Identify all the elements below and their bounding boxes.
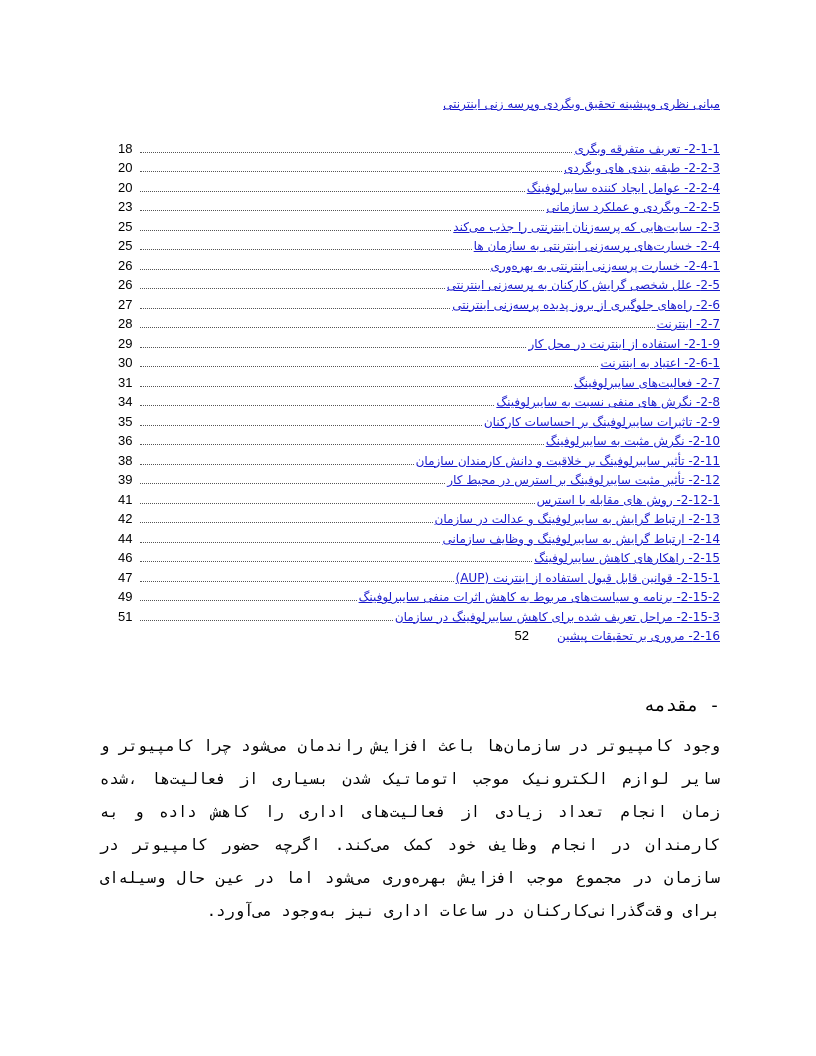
toc-leader-dots [140, 521, 433, 523]
toc-leader-dots [140, 229, 451, 231]
toc-entry-title[interactable]: 2-15-1- قوانین قابل قبول استفاده از اینترنت (AUP) [455, 570, 720, 585]
toc-entry-title[interactable]: 2-3- سایت‌هایی که پرسه‌زنان اینترنتی را جذب می‌کند [453, 219, 720, 234]
toc-entry[interactable] [118, 196, 720, 216]
toc-page-number: 51 [118, 608, 133, 624]
toc-leader-dots [140, 190, 525, 192]
toc-page-number: 46 [118, 550, 133, 565]
toc-entry[interactable] [118, 488, 720, 508]
toc-entry-title[interactable]: 2-4-1- خسارت پرسه‌زنی اینترنتی به بهره‌وری [490, 258, 720, 273]
toc-page-number: 20 [118, 179, 133, 195]
toc-entry[interactable] [118, 391, 720, 411]
toc-entry-title[interactable]: 2-11- تأثیر سایبرلوفینگ بر خلاقیت و دانش کارمندان سازمان [415, 453, 720, 468]
toc-leader-dots [140, 268, 489, 270]
toc-entry[interactable] [118, 254, 720, 274]
toc-page-number: 26 [118, 277, 133, 292]
toc-page-number: 52 [514, 628, 529, 643]
toc-page-number: 36 [118, 433, 133, 448]
toc-entry[interactable] [118, 469, 720, 489]
toc-entry-title[interactable]: 2-5- علل شخصی گرایش کارکنان به پرسه‌زنی اینترنتی [446, 278, 720, 292]
toc-page-number: 25 [118, 238, 133, 253]
toc-entry-title[interactable]: 2-7- اینترنت [656, 317, 720, 331]
toc-page-number: 42 [118, 511, 133, 526]
toc-leader-dots [140, 502, 535, 504]
toc-leader-dots [140, 443, 544, 445]
toc-entry[interactable] [118, 566, 720, 586]
toc-header-link[interactable]: مبانی نظری وپیشینه تحقیق وبگردی وپرسه زنی اینترنتی [443, 97, 720, 111]
toc-page-number: 20 [118, 160, 133, 175]
toc-page-number: 44 [118, 530, 133, 546]
toc-entry[interactable] [118, 605, 720, 625]
toc-entry[interactable] [118, 508, 720, 528]
toc-leader-dots [140, 541, 440, 543]
toc-header [120, 96, 720, 112]
toc-leader-dots [140, 599, 357, 601]
toc-entry-title[interactable]: 2-16- مروری بر تحقیقات پیشین [556, 629, 720, 643]
introduction-paragraph: وجود کامپیوتر در سازمان‌ها باعث افزایش راندمان می‌شود چرا کامپیوتر و سایر لوازم الکترونیک موجب اتوماتیک شدن بسیاری از فعالیت‌ها ،شده زمان انجام تعداد زیادی از فعالیت‌های اداری را کاهش داده و به کارمندان در انجام وظایف خود کمک می‌کند. اگرچه حضور کامپیوتر در سازمان در مجموع موجب افزایش بهره‌وری می‌شود اما در عین حال وسیله‌ای برای وقت‌گذرانی‌کارکنان در ساعات اداری نیز به‌وجود می‌آورد. [100, 737, 720, 920]
toc-entry[interactable] [118, 449, 720, 469]
toc-page-number: 38 [118, 452, 133, 468]
toc-leader-dots [140, 326, 655, 328]
toc-entry-title[interactable]: 2-6-1- اعتیاد به اینترنت [600, 356, 720, 370]
toc-entry[interactable] [118, 430, 720, 450]
toc-entry[interactable] [118, 410, 720, 430]
toc-leader-dots [140, 248, 472, 250]
toc-page-number: 26 [118, 257, 133, 273]
toc-leader-dots [140, 482, 445, 484]
toc-leader-dots [140, 385, 572, 387]
toc-entry-title[interactable]: 2-2-5- وبگردی و عملکرد سازمانی [546, 200, 720, 214]
toc-leader-dots [140, 365, 598, 367]
toc-leader-dots [140, 209, 544, 211]
toc-page-number: 39 [118, 472, 133, 487]
toc-entry-title[interactable]: 2-1-9- استفاده از اینترنت در محل کار [528, 336, 720, 351]
toc-leader-dots [140, 404, 494, 406]
introduction-section [100, 694, 720, 928]
toc-entry[interactable] [118, 235, 720, 255]
toc-entry[interactable] [118, 625, 720, 645]
toc-page-number: 18 [118, 140, 133, 156]
toc-entry-title[interactable]: 2-4- خسارت‌های پرسه‌زنی اینترنتی به سازمان ها [473, 239, 720, 253]
table-of-contents [118, 137, 720, 644]
toc-leader-dots [140, 287, 445, 289]
introduction-heading: - مقدمه [644, 695, 720, 716]
toc-entry-title[interactable]: 2-8- نگرش های منفی نسبت به سایبرلوفینگ [496, 395, 720, 409]
toc-page-number: 47 [118, 569, 133, 585]
toc-leader-dots [140, 463, 414, 465]
toc-entry-title[interactable]: 2-10- نگرش مثبت به سایبرلوفینگ [545, 434, 720, 448]
toc-page-number: 25 [118, 218, 133, 234]
toc-page-number: 23 [118, 199, 133, 214]
toc-leader-dots [140, 619, 393, 621]
toc-entry-title[interactable]: 2-1-1- تعریف متفرقه وبگری [574, 141, 720, 156]
toc-page-number: 34 [118, 394, 133, 409]
toc-entry-title[interactable]: 2-7- فعالیت‌های سایبرلوفینگ [573, 375, 720, 390]
toc-leader-dots [140, 424, 482, 426]
toc-entry[interactable] [118, 547, 720, 567]
toc-leader-dots [140, 580, 454, 582]
toc-entry-title[interactable]: 2-13- ارتباط گرایش به سایبرلوفینگ و عدالت در سازمان [434, 512, 720, 526]
toc-leader-dots [140, 560, 532, 562]
toc-page-number: 27 [118, 296, 133, 312]
toc-entry-title[interactable]: 2-15-3- مراحل تعریف شده برای کاهش سایبرلوفینگ در سازمان [394, 609, 720, 624]
toc-leader-dots [140, 151, 572, 153]
toc-leader-dots [140, 346, 526, 348]
toc-page-number: 30 [118, 355, 133, 370]
toc-entry[interactable] [118, 332, 720, 352]
toc-entry-title[interactable]: 2-12-1- روش های مقابله با استرس [536, 492, 720, 507]
toc-entry[interactable] [118, 215, 720, 235]
toc-page-number: 41 [118, 491, 133, 507]
toc-page-number: 49 [118, 589, 133, 604]
toc-entry-title[interactable]: 2-15- راهکارهای کاهش سایبرلوفینگ [534, 551, 720, 565]
toc-page-number: 35 [118, 413, 133, 429]
toc-entry[interactable] [118, 527, 720, 547]
toc-entry[interactable] [118, 586, 720, 606]
toc-leader-dots [140, 170, 562, 172]
toc-entry[interactable] [118, 313, 720, 333]
toc-entry-title[interactable]: 2-2-4- عوامل ایجاد کننده سایبرلوفینگ [526, 180, 720, 195]
toc-leader-dots [140, 307, 450, 309]
toc-entry[interactable] [118, 157, 720, 177]
toc-page-number: 28 [118, 316, 133, 331]
toc-entry-title[interactable]: 2-9- تاثیرات سایبرلوفینگ بر احساسات کارکنان [483, 414, 720, 429]
toc-entry-title[interactable]: 2-15-2- برنامه و سیاست‌های مربوط به کاهش اثرات منفی سایبرلوفینگ [358, 590, 720, 604]
toc-entry-title[interactable]: 2-6- راه‌های جلوگیری از بروز پدیده پرسه‌زنی اینترنتی [452, 297, 720, 312]
toc-entry[interactable] [118, 293, 720, 313]
toc-entry[interactable] [118, 352, 720, 372]
toc-page-number: 31 [118, 374, 133, 390]
toc-entry-title[interactable]: 2-12- تأثیر مثبت سایبرلوفینگ بر استرس در محیط کار [447, 473, 720, 487]
toc-entry[interactable] [118, 137, 720, 157]
toc-entry-title[interactable]: 2-14- ارتباط گرایش به سایبرلوفینگ و وظایف سازمانی [442, 531, 720, 546]
toc-page-number: 29 [118, 335, 133, 351]
toc-entry[interactable] [118, 274, 720, 294]
toc-entry[interactable] [118, 176, 720, 196]
toc-entry-title[interactable]: 2-2-3- طبقه بندی های وبگردی [564, 161, 720, 175]
toc-entry[interactable] [118, 371, 720, 391]
